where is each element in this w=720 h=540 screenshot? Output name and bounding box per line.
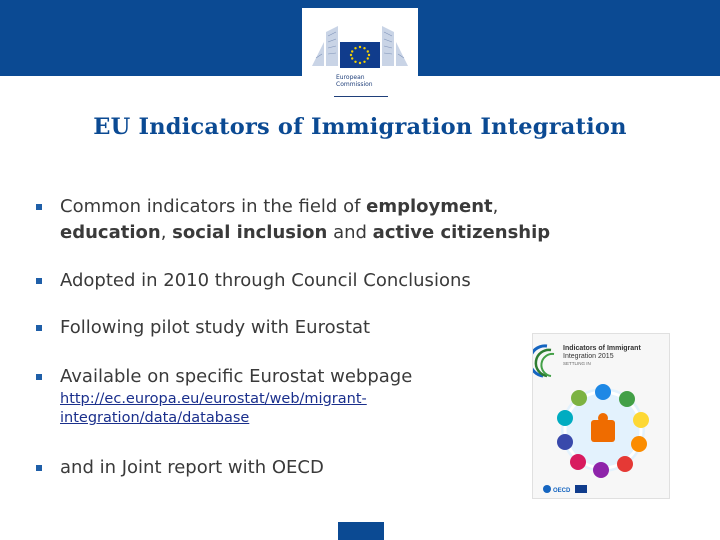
cover-subtitle: SETTLING IN bbox=[563, 361, 591, 366]
text-run: , bbox=[492, 196, 499, 217]
bullet-text: and in Joint report with OECD bbox=[60, 457, 324, 478]
bullet-text: Adopted in 2010 through Council Conclusions bbox=[60, 270, 471, 291]
bullet-marker bbox=[36, 204, 42, 210]
logo-underline bbox=[334, 96, 388, 97]
eurostat-link[interactable] bbox=[60, 390, 367, 428]
bullet-line-2 bbox=[60, 220, 550, 246]
text-run: and bbox=[327, 222, 373, 243]
logo-text-line2: Commission bbox=[336, 81, 373, 88]
bullet-marker bbox=[36, 325, 42, 331]
cover-oecd-label: OECD bbox=[553, 488, 571, 494]
cover-title-line1: Indicators of Immigrant bbox=[563, 345, 641, 352]
cover-illustration bbox=[533, 334, 669, 498]
bullet-marker bbox=[36, 374, 42, 380]
puzzle-figures-ring bbox=[557, 384, 649, 478]
link-line-1[interactable]: http://ec.europa.eu/eurostat/web/migrant- bbox=[60, 391, 367, 407]
link-line-2[interactable]: integration/data/database bbox=[60, 410, 250, 426]
keyword-education: education bbox=[60, 222, 161, 243]
logo-text-line1: European bbox=[336, 74, 365, 81]
report-cover-image bbox=[532, 333, 670, 499]
european-commission-logo bbox=[302, 8, 418, 100]
cover-title-line2: Integration 2015 bbox=[563, 353, 614, 360]
bullet-text bbox=[60, 194, 550, 246]
bullet-text: Available on specific Eurostat webpage bbox=[60, 366, 413, 387]
bullet-text: Following pilot study with Eurostat bbox=[60, 317, 371, 338]
bullet-marker bbox=[36, 278, 42, 284]
footer-accent-bar bbox=[338, 522, 384, 540]
text-run: , bbox=[160, 222, 173, 243]
keyword-active-citizenship: active citizenship bbox=[372, 222, 551, 243]
logo-wordmark bbox=[336, 74, 373, 88]
keyword-social-inclusion: social inclusion bbox=[172, 222, 328, 243]
cover-footer-logos bbox=[543, 485, 587, 494]
slide-title: EU Indicators of Immigration Integration bbox=[93, 114, 627, 140]
keyword-employment: employment bbox=[366, 196, 493, 217]
oecd-swirl-icon bbox=[533, 346, 554, 376]
bullet-line-1 bbox=[60, 194, 550, 220]
bullet-marker bbox=[36, 465, 42, 471]
text-run: Common indicators in the field of bbox=[60, 196, 367, 217]
cover-eu-flag-icon bbox=[575, 485, 587, 493]
